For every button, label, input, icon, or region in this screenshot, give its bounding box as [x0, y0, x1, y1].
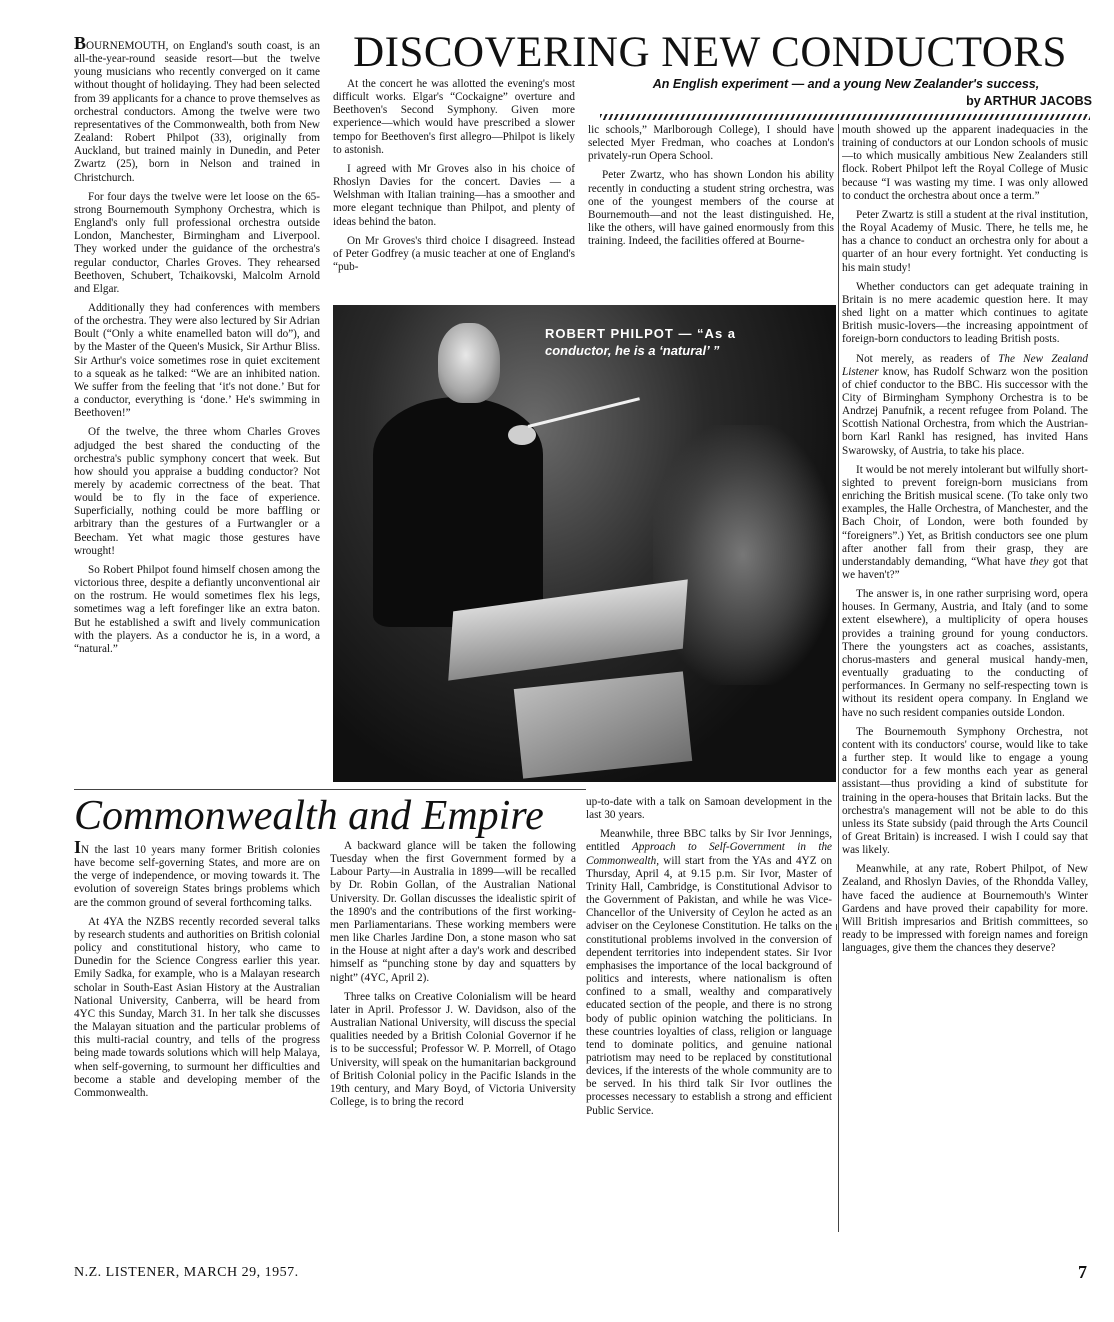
conductor-hand [508, 425, 536, 445]
article-paragraph: Meanwhile, at any rate, Robert Philpot, of New Zealand, and Rhoslyn Davies, of the Rhondda Valley, have faced the audience at Bournemouth's Winter Gardens and have proved their capability for more. Will British impresarios and British committees, so ready to be impressed with foreign names and foreign languages, give them the chances they deserve? [842, 863, 1088, 955]
emphasis: they [1029, 555, 1049, 568]
article-paragraph: Of the twelve, the three whom Charles Groves adjudged the best shared the conducting of the orchestra's public symphony concert that week. But how should you appraise a budding conductor? Not merely by academic correctness of the beat. That would be to fly in the face of experience. Superficially, nothing could be more baffling or arbitrary than the gestures of a Furtwangler or a Beecham. Yet what magic those gestures have wrought! [74, 426, 320, 557]
article-paragraph [74, 36, 320, 185]
paragraph-text: will start from the YAs and 4YZ on Thursday, April 4, at 9.15 p.m. Sir Ivor, Master of Trinity Hall, Cambridge, is Constitutional Advisor to the Government of Pakistan, and while he was Vice-Chancellor of the University of Ceylon he acted as an adviser on the Ceylonese Constitution. He talks on the constitutional problems involved in the conversion of dependent territories into independent states. Sir Ivor emphasises the importance of the local background of politics and interests, where nationalism is often confined to a small, wealthy and comparatively educated section of the people, and there is no strong body of public opinion watching the politicians. In these countries loyalties of class, religion or language tend to dominate politics, and genuine national patriotism may need to be replaced by constitutional devices, if the interests of the whole community are to be served. In his third talk Sir Ivor outlines the processes necessary to establish a strong and efficient Public Service. [586, 854, 832, 1117]
paragraph-text: Meanwhile, three BBC talks by Sir Ivor Jennings, entitled [586, 828, 832, 854]
article-paragraph: Three talks on Creative Colonialism will be heard later in April. Professor J. W. Davidson, also of the Australian National University, will discuss the special qualities needed by a British Colonial Governor if he is to be successful; Professor W. P. Morrell, of Otago University, will speak on the humanitarian background of British Colonial policy in the Pacific Islands in the 19th century, and Mary Boyd, of Victoria University College, is to bring the record [330, 990, 576, 1108]
section-rule [74, 789, 586, 790]
article-paragraph [842, 464, 1088, 582]
commonwealth-column-2 [330, 840, 576, 1240]
article-paragraph: The answer is, in one rather surprising word, opera houses. In Germany, Austria, and Italy (and to some extent elsewhere), a multiplicity of opera houses provides a training ground for young conductors. There the youngsters act as coaches, assistants, chorus-masters and general musical handy-men, eventually graduating to the conducting of performances. In Germany no self-respecting town is without its resident opera company. In England we have no such resident companies outside London. [842, 588, 1088, 719]
footer-publication: N.Z. LISTENER, MARCH 29, 1957. [74, 1265, 299, 1280]
article-paragraph [842, 353, 1088, 458]
article-title: DISCOVERING NEW CONDUCTORS [353, 29, 1067, 76]
caption-name: ROBERT PHILPOT — “As a [545, 326, 737, 341]
article-paragraph [74, 840, 320, 910]
article-subtitle: An English experiment — and a young New Zealander's success, [652, 77, 1040, 91]
article-paragraph: up-to-date with a talk on Samoan development in the last 30 years. [586, 796, 832, 822]
column-rule [836, 924, 837, 930]
article-paragraph: Additionally they had conferences with members of the orchestra. They were also lectured by Sir Adrian Boult (“Only a white enamelled baton will do”), and by the Master of the Queen's Musick, Sir Arthur Bliss. Sir Arthur's voice sometimes rose in quiet excitement to a squeak as he talked: “We are an inhibited nation. We suffer from the feeling that ‘it's not done.’ But for a conductor, everything is ‘done.’ He's swimming in Beethoven!” [74, 301, 320, 420]
article-paragraph: I agreed with Mr Groves also in his choice of Rhoslyn Davies for the concert. Davies — a Welshman with Italian training—has a smoother and more elegant technique than Philpot, and plenty of ideas behind the baton. [333, 162, 575, 228]
article-paragraph: Whether conductors can get adequate training in Britain is no mere academic question here. It may shed light on a matter which continues to agitate British music-lovers—the increasing appointment of foreign-born conductors to leading British posts. [842, 280, 1088, 346]
article-paragraph: On Mr Groves's third choice I disagreed. Instead of Peter Godfrey (a music teacher at one of England's “pub- [333, 234, 575, 274]
article-column-3 [588, 124, 834, 302]
conductor-photo [333, 305, 836, 782]
column-rule [838, 124, 839, 1232]
article-paragraph: For four days the twelve were let loose on the 65-strong Bournemouth Symphony Orchestra, which is England's only full professional orchestra outside London, Manchester, Birmingham and Liverpool. They worked under the guidance of the orchestra's regular conductor, Charles Groves. They rehearsed Beethoven, Schubert, Tchaikovski, Malcolm Arnold and Elgar. [74, 190, 320, 295]
paragraph-text: know, has Rudolf Schwarz won the position of chief conductor to the BBC. His successor with the City of Birmingham Symphony Orchestra is to be Andrzej Panufnik, a recent refugee from Poland. The Scottish National Orchestra, from which the Austrian-born Karl Rankl has resigned, has invited Hans Swarowsky, of Austria, to take his place. [842, 365, 1088, 457]
publication-title: The New Zealand Listener [842, 352, 1088, 378]
decorative-wave-rule [600, 114, 1090, 120]
drop-cap: B [74, 36, 87, 53]
article-paragraph: At the concert he was allotted the evening's most difficult works. Elgar's “Cockaigne” overture and Beethoven's Second Symphony. Given more experience—which would have prescribed a slower tempo for Beethoven's first allegro—Philpot is likely to astonish. [333, 78, 575, 156]
paragraph-text: Not merely, as readers of [856, 352, 999, 365]
drop-cap: I [74, 840, 82, 857]
article-column-1 [74, 36, 320, 786]
article-paragraph: lic schools,” Marlborough College), I should have selected Myer Fredman, who coaches at London's privately-run Opera School. [588, 124, 834, 163]
article-paragraph: A backward glance will be taken the following Tuesday when the first Government formed by a Labour Party—in Australia in 1899—will be recalled by Dr. Robin Gollan, of the Australian National University. Dr. Gollan discusses the idealistic spirit of the 1890's and the contributions of the first working-men Parliamentarians. These working members were men like Charles Jardine Don, a stone mason who sat in the House at night after a day's work and described himself as “punching stone by day and squatters by night” (4YC, April 2). [330, 840, 576, 984]
article-paragraph: mouth showed up the apparent inadequacies in the training of conductors at our London schools of music—to which musically ambitious New Zealanders still flock. Robert Philpot left the Royal College of Music because “I was wasting my time. I was only allowed to conduct the orchestra about once a term.” [842, 124, 1088, 202]
caption-quote: conductor, he is a ‘natural’ ” [545, 343, 720, 358]
paragraph-text: OURNEMOUTH, on England's south coast, is an all-the-year-round seaside resort—but the twelve young musicians who recently converged on it came without thought of holidaying. They had been selected from 39 applicants for a chance to prove themselves as orchestral conductors. Among the twelve were two representatives of the Commonwealth, both from New Zealand: Robert Philpot (33), originally from Auckland, but trained mainly in Dunedin, and Peter Zwartz (25), born in Nelson and trained in Christchurch. [74, 40, 320, 184]
talk-title: Approach to Self-Government in the Commonwealth, [586, 841, 832, 867]
commonwealth-column-3 [586, 796, 832, 1232]
article-column-2 [333, 78, 575, 302]
article-paragraph: The Bournemouth Symphony Orchestra, not content with its conductors' course, would like to take a further step. It would like to engage a young conductor for a few months each year as general assistant—thus providing a kind of substitute for training in the opera-houses that Britain lacks. But the orchestra's management will not be able to do this unless its State subsidy (paid through the Arts Council of Great Britain) is increased. I wish I could say that was likely. [842, 725, 1088, 857]
paragraph-text: It would be not merely intolerant but wilfully short-sighted to prevent foreign-born musicians from enriching the British musical scene. (To take only two examples, the Halle Orchestra, of Manchester, and the Bach Choir, of London, were both founded by “foreigners”.) Yet, as British conductors see one plum after another fall from their grasp, they are understandably demanding, “What have [842, 463, 1088, 568]
page-number: 7 [1078, 1262, 1087, 1282]
article-paragraph [586, 828, 832, 1117]
commonwealth-column-1 [74, 840, 320, 1240]
paragraph-text: N the last 10 years many former British colonies have become self-governing States, and more are on the verge of independence, or moving towards it. The evolution of sovereign States brings problems which are the common ground of several forthcoming talks. [74, 844, 320, 909]
article-paragraph: At 4YA the NZBS recently recorded several talks by research students and authorities on British colonial policy and constitutional history, who came to Dunedin for the Science Congress earlier this year. Emily Sadka, for example, who is a Malayan research scholar in South-East Asian History at the Australian National University, Canberra, will be heard from 4YC this Sunday, March 31. In her talk she discusses the Malayan situation and the particular problems of this multi-racial country, and tells of the progress being made towards solutions which will help Malaya, when self-governing, to surmount her difficulties and become a stable and developing member of the Commonwealth. [74, 915, 320, 1099]
baton [528, 397, 640, 428]
article-paragraph: So Robert Philpot found himself chosen among the victorious three, despite a defiantly unconventional air on the rostrum. He would sometimes flex his legs, sometimes wag a left forefinger like an extra baton. But he established a swift and lively communication with the players. As a conductor he is, in a word, a “natural.” [74, 563, 320, 655]
article-column-4 [842, 124, 1088, 1232]
article-paragraph: Peter Zwartz is still a student at the rival institution, the Royal Academy of Music. There, he tells me, he has a chance to conduct an orchestra only for about a quarter of an hour every fortnight. Yet conducting is his main study! [842, 208, 1088, 274]
article-paragraph: Peter Zwartz, who has shown London his ability recently in conducting a student string orchestra, was one of the youngest members of the course at Bournemouth—and not the least distinguished. He, like the others, will have gained enormously from this training. Indeed, the facilities offered at Bourne- [588, 169, 834, 248]
conductor-head [438, 323, 500, 403]
paragraph-text: got that we haven't?” [842, 555, 1088, 581]
photo-caption [545, 325, 795, 359]
music-score [514, 671, 692, 778]
section-title: Commonwealth and Empire [74, 793, 544, 839]
article-byline: by ARTHUR JACOBS [966, 94, 1092, 108]
